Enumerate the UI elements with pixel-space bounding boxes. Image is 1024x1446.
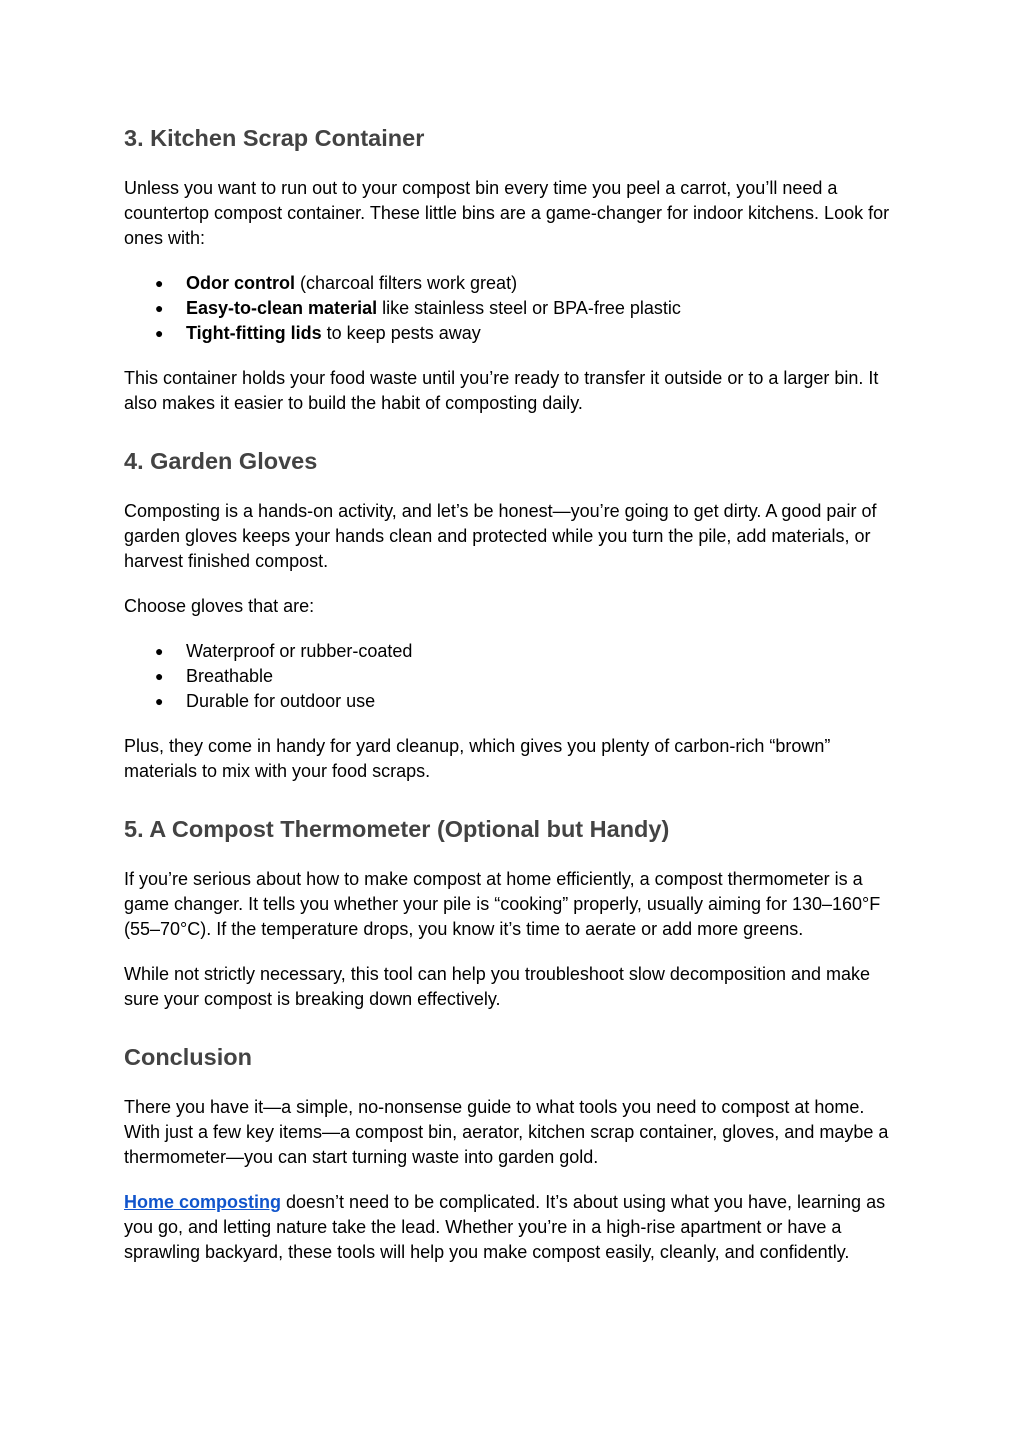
bullet-icon: ● [155, 668, 164, 684]
list-item-bold: Tight-fitting lids [186, 323, 322, 343]
list-item-bold: Easy-to-clean material [186, 298, 378, 318]
home-composting-link[interactable]: Home composting [124, 1192, 282, 1212]
list-item-text: Durable for outdoor use [186, 691, 376, 711]
list-item-text: like stainless steel or BPA-free plastic [377, 298, 681, 318]
bullet-icon: ● [155, 275, 164, 291]
paragraph-thermometer-outro: While not strictly necessary, this tool can help you troubleshoot slow decomposition and make sure your compost is breaking down effectively. [124, 964, 871, 1009]
list-item-text: Waterproof or rubber-coated [186, 641, 413, 661]
heading-garden-gloves: 4. Garden Gloves [124, 448, 318, 474]
bullet-icon: ● [155, 643, 164, 659]
heading-kitchen-scrap-container: 3. Kitchen Scrap Container [124, 125, 425, 151]
bullet-icon: ● [155, 325, 164, 341]
list-item-text: (charcoal filters work great) [295, 273, 518, 293]
list-item [124, 296, 904, 321]
list-item [124, 639, 904, 664]
document-page [124, 122, 904, 1265]
paragraph-kitchen-intro: Unless you want to run out to your compost bin every time you peel a carrot, you’ll need a countertop compost container. These little bins are a game-changer for indoor kitchens. Look for ones with: [124, 178, 890, 248]
kitchen-features-list [124, 271, 904, 346]
gloves-features-list [124, 639, 904, 714]
list-item-bold: Odor control [186, 273, 295, 293]
list-item [124, 271, 904, 296]
list-item [124, 321, 904, 346]
heading-compost-thermometer: 5. A Compost Thermometer (Optional but Handy) [124, 816, 670, 842]
bullet-icon: ● [155, 300, 164, 316]
heading-conclusion: Conclusion [124, 1044, 252, 1070]
paragraph-conclusion-outro [124, 1190, 904, 1265]
paragraph-kitchen-outro: This container holds your food waste until you’re ready to transfer it outside or to a larger bin. It also makes it easier to build the habit of composting daily. [124, 368, 879, 413]
paragraph-conclusion-text: doesn’t need to be complicated. It’s about using what you have, learning as you go, and letting nature take the lead. Whether you’re in a high-rise apartment or have a sprawling backyard, these tools will help you make compost easily, cleanly, and confidently. [124, 1192, 886, 1262]
list-item [124, 664, 904, 689]
list-item-text: to keep pests away [321, 323, 481, 343]
paragraph-conclusion-intro: There you have it—a simple, no-nonsense guide to what tools you need to compost at home. With just a few key items—a compost bin, aerator, kitchen scrap container, gloves, and maybe a thermometer—you can start turning waste into garden gold. [124, 1097, 889, 1167]
list-item [124, 689, 904, 714]
paragraph-choose-gloves: Choose gloves that are: [124, 596, 315, 616]
bullet-icon: ● [155, 693, 164, 709]
list-item-text: Breathable [186, 666, 274, 686]
paragraph-thermometer-intro: If you’re serious about how to make compost at home efficiently, a compost thermometer is a game changer. It tells you whether your pile is “cooking” properly, usually aiming for 130–160°F (55–70°C). If the temperature drops, you know it’s time to aerate or add more greens. [124, 869, 881, 939]
paragraph-gloves-intro: Composting is a hands-on activity, and let’s be honest—you’re going to get dirty. A good pair of garden gloves keeps your hands clean and protected while you turn the pile, add materials, or harvest finished compost. [124, 501, 877, 571]
paragraph-gloves-outro: Plus, they come in handy for yard cleanup, which gives you plenty of carbon-rich “brown” materials to mix with your food scraps. [124, 736, 831, 781]
